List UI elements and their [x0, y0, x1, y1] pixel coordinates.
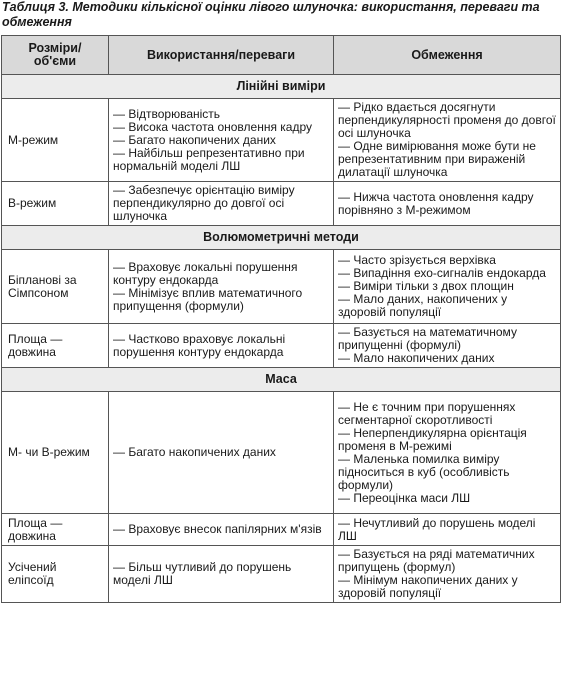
limitation-item: — Базується на ряді математичних припущень (формул): [338, 547, 535, 574]
header-dimensions: Розміри/ об'єми: [2, 36, 109, 75]
table-row: [2, 99, 561, 182]
method-name: Біпланові за Сімпсоном: [2, 250, 109, 324]
advantage-item: — Висока частота оновлення кадру: [113, 119, 313, 134]
limitation-item: — Випадіння ехо-сигналів ендокарда: [338, 266, 546, 280]
advantage-item: — Багато накопичених даних: [113, 445, 276, 459]
header-limitations: Обмеження: [334, 36, 561, 75]
advantage-item: — Багато накопичених даних: [113, 132, 276, 147]
section-row: [2, 368, 561, 392]
section-title: Маса: [2, 368, 561, 392]
advantages-cell: [109, 546, 334, 603]
lv-methods-table: [1, 35, 561, 603]
limitations-cell: [334, 546, 561, 603]
advantage-item: — Забезпечує орієнтацію виміру перпендикулярно до довгої осі шлуночка: [113, 183, 295, 223]
limitation-item: — Базується на математичному припущенні (формулі): [338, 325, 517, 352]
method-name: Усічений еліпсоїд: [2, 546, 109, 603]
limitations-cell: [334, 324, 561, 368]
table-body: [2, 75, 561, 603]
section-row: [2, 75, 561, 99]
limitation-item: — Неперпендикулярна орієнтація променя в М-режимі: [338, 425, 527, 453]
table-row: [2, 182, 561, 226]
limitation-item: — Нечутливий до порушень моделі ЛШ: [338, 515, 536, 543]
limitation-item: — Мало накопичених даних: [338, 351, 495, 365]
limitation-item: — Маленька помилка виміру підноситься в куб (особливість формули): [338, 451, 510, 492]
method-name: М-режим: [2, 99, 109, 182]
advantages-cell: [109, 250, 334, 324]
header-row: [2, 36, 561, 75]
method-name: Площа — довжина: [2, 324, 109, 368]
limitations-cell: [334, 182, 561, 226]
section-title: Волюмометричні методи: [2, 226, 561, 250]
table-row: [2, 250, 561, 324]
advantage-item: — Відтворюваність: [113, 106, 221, 121]
section-title: Лінійні виміри: [2, 75, 561, 99]
limitation-item: — Рідко вдається досягнути перпендикулярності променя до довгої осі шлуночка: [338, 100, 556, 140]
limitations-cell: [334, 392, 561, 514]
advantages-cell: [109, 514, 334, 546]
advantages-cell: [109, 324, 334, 368]
limitation-item: — Не є точним при порушеннях сегментарної скоротливості: [338, 399, 516, 427]
header-advantages: Використання/переваги: [109, 36, 334, 75]
method-name: Площа — довжина: [2, 514, 109, 546]
table-row: [2, 546, 561, 603]
limitation-item: — Нижча частота оновлення кадру порівняно з М-режимом: [338, 189, 534, 217]
advantages-cell: [109, 99, 334, 182]
limitation-item: — Часто зрізується верхівка: [338, 253, 496, 267]
advantages-cell: [109, 182, 334, 226]
advantage-item: — Більш чутливий до порушень моделі ЛШ: [113, 560, 292, 587]
limitation-item: — Одне вимірювання може бути не репрезентативним при вираженій дилатації шлуночка: [338, 139, 536, 179]
limitations-cell: [334, 99, 561, 182]
limitations-cell: [334, 250, 561, 324]
table-row: [2, 324, 561, 368]
section-row: [2, 226, 561, 250]
advantage-item: — Мінімізує вплив математичного припущення (формули): [113, 285, 303, 313]
method-name: М- чи В-режим: [2, 392, 109, 514]
limitation-item: — Мало даних, накопичених у здоровій популяції: [338, 292, 508, 319]
method-name: В-режим: [2, 182, 109, 226]
advantage-item: — Враховує локальні порушення контуру ендокарда: [113, 259, 298, 287]
advantages-cell: [109, 392, 334, 514]
limitation-item: — Переоцінка маси ЛШ: [338, 490, 471, 505]
limitation-item: — Мінімум накопичених даних у здоровій популяції: [338, 573, 518, 600]
table-row: [2, 392, 561, 514]
advantage-item: — Враховує внесок папілярних м'язів: [113, 522, 322, 536]
advantage-item: — Найбільш репрезентативно при нормальній моделі ЛШ: [113, 145, 305, 173]
advantage-item: — Частково враховує локальні порушення контуру ендокарда: [113, 331, 286, 359]
limitation-item: — Виміри тільки з двох площин: [338, 279, 514, 293]
table-caption: Таблиця 3. Методики кількісної оцінки лівого шлуночка: використання, переваги та обмеження: [2, 0, 540, 29]
table-row: [2, 514, 561, 546]
limitations-cell: [334, 514, 561, 546]
